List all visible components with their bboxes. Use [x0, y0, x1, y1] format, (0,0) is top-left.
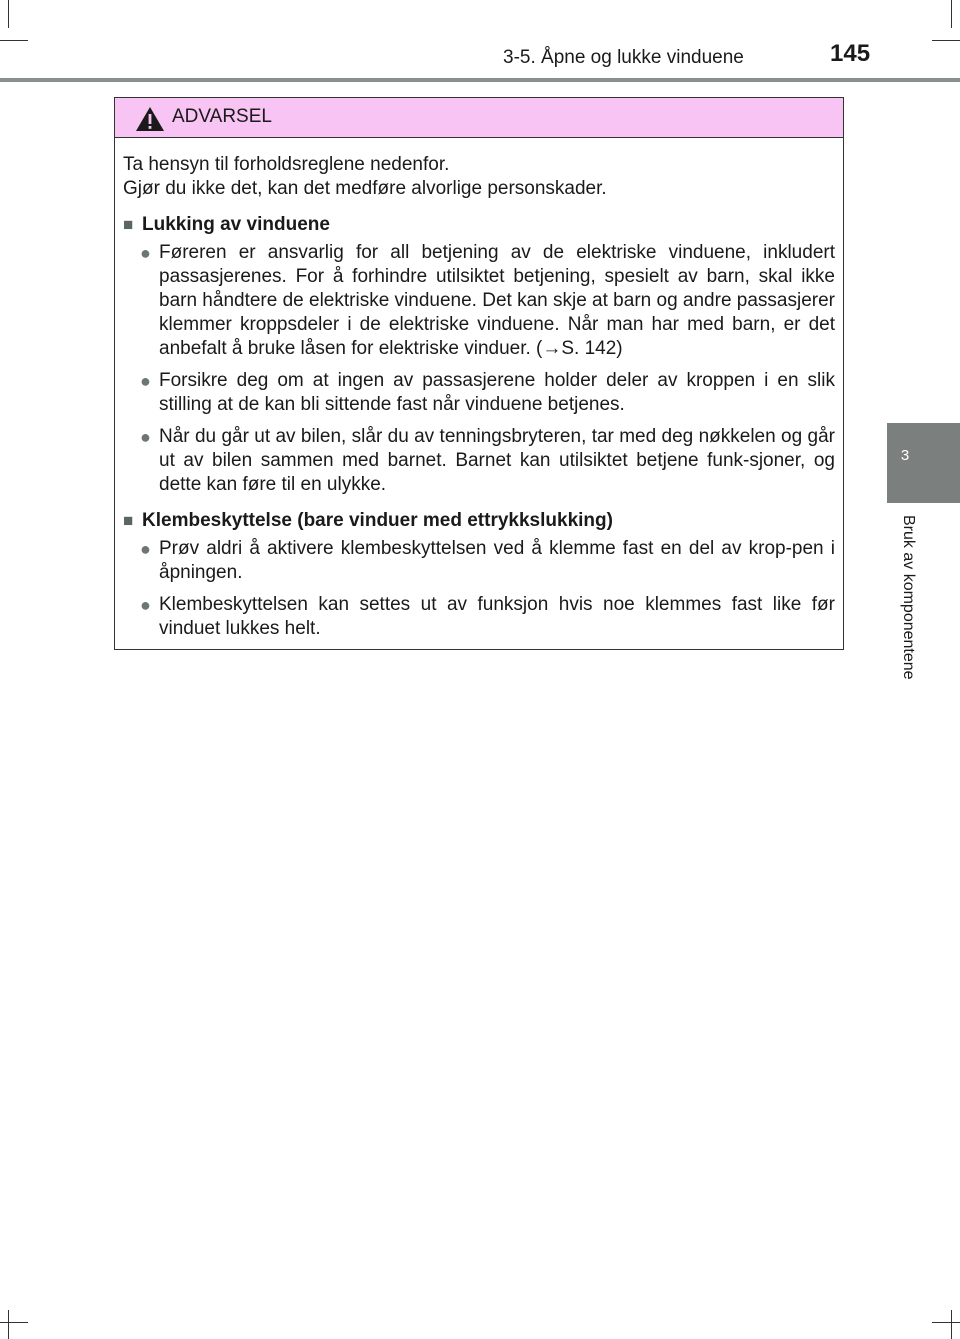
list-item-text: Klembeskyttelsen kan settes ut av funksjon hvis noe klemmes fast like før vinduet lukkes helt.: [159, 594, 835, 639]
list-item-text: Prøv aldri å aktivere klembeskyttelsen ved å klemme fast en del av krop-pen i åpningen.: [159, 538, 835, 583]
crop-mark: [951, 0, 952, 28]
section-title: 3-5. Åpne og lukke vinduene: [503, 47, 744, 68]
crop-mark: [8, 0, 9, 28]
list-item-text: Forsikre deg om at ingen av passasjerene holder deler av kroppen i en slik stilling at de kan bli sittende fast når vinduene betjenes.: [159, 370, 835, 415]
list-item: [123, 593, 835, 641]
crop-mark: [932, 40, 960, 41]
chapter-tab: [887, 423, 960, 503]
warning-header: [115, 98, 843, 138]
warning-body: [115, 138, 843, 641]
crop-mark: [0, 40, 28, 41]
section-heading-text: Klembeskyttelse (bare vinduer med ettrykkslukking): [142, 510, 613, 531]
chapter-number: 3: [900, 447, 910, 464]
list-item: [123, 369, 835, 417]
round-bullet-icon: ●: [140, 243, 151, 263]
crop-mark: [951, 1310, 952, 1339]
round-bullet-icon: ●: [140, 371, 151, 391]
warning-title: ADVARSEL: [172, 106, 272, 127]
section-heading-text: Lukking av vinduene: [142, 214, 330, 235]
header-rule: [0, 78, 960, 82]
crop-mark: [8, 1310, 9, 1339]
list-item: [123, 241, 835, 361]
round-bullet-icon: ●: [140, 539, 151, 559]
list-item: [123, 425, 835, 497]
warning-intro: [123, 153, 835, 201]
section-heading: [123, 213, 835, 237]
intro-line: Ta hensyn til forholdsreglene nedenfor.: [123, 154, 450, 175]
list-item-text: Når du går ut av bilen, slår du av tenningsbryteren, tar med deg nøkkelen og går ut av bilen sammen med barnet. Barnet kan utilsiktet betjene funk-sjoner, og dette kan føre til en ulykke.: [159, 426, 835, 495]
warning-triangle-icon: [135, 106, 165, 132]
chapter-title: Bruk av komponentene: [900, 515, 917, 680]
section-heading: [123, 509, 835, 533]
round-bullet-icon: ●: [140, 595, 151, 615]
intro-line: Gjør du ikke det, kan det medføre alvorlige personskader.: [123, 178, 607, 199]
square-bullet-icon: ■: [123, 215, 134, 234]
crop-mark: [932, 1322, 960, 1323]
page-number: 145: [830, 40, 871, 67]
square-bullet-icon: ■: [123, 511, 134, 530]
crop-mark: [0, 1322, 28, 1323]
list-item: [123, 537, 835, 585]
round-bullet-icon: ●: [140, 427, 151, 447]
list-item-text: Føreren er ansvarlig for all betjening av de elektriske vinduene, inkludert passasjerenes. For å forhindre utilsiktet betjening, spesielt av barn, skal ikke barn håndtere de elektriske vinduene. Det kan skje at barn og andre passasjerer klemmer kroppsdeler i de elektriske vinduene. Når man har med barn, er det anbefalt å bruke låsen for elektriske vinduer. (→S. 142): [159, 242, 835, 359]
warning-box: [114, 97, 844, 650]
